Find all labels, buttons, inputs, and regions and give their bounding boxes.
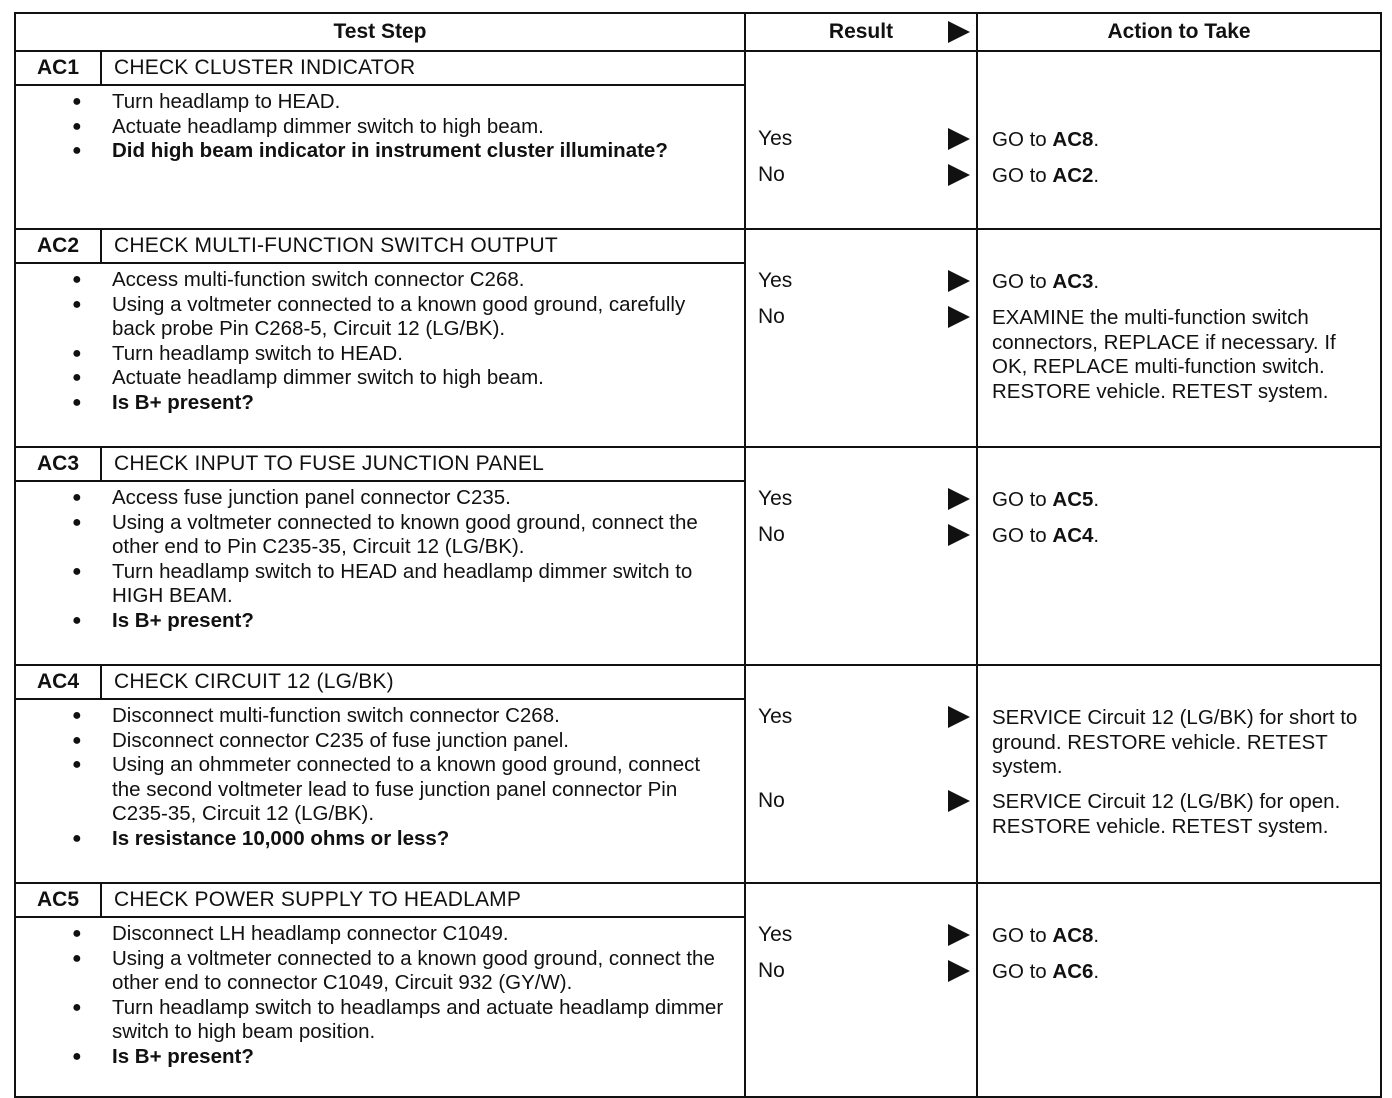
step-code: AC3 (16, 448, 102, 480)
bullet-item: ● Using an ohmmeter connected to a known good ground, connect the second voltmeter lead to fuse junction panel connector Pin C235-35, Circuit 12 (LG/BK). (112, 753, 724, 827)
step-title: CHECK MULTI-FUNCTION SWITCH OUTPUT (114, 234, 558, 257)
action-no: GO to AC6. (992, 960, 1100, 983)
step-title: CHECK POWER SUPPLY TO HEADLAMP (114, 888, 522, 911)
result-yes (758, 922, 970, 948)
header-row (15, 13, 1381, 51)
result-yes (758, 268, 970, 294)
arrow-icon (948, 790, 970, 812)
result-yes-label: Yes (758, 127, 793, 150)
step-title-bar (16, 230, 744, 264)
bullet-item: ● Access fuse junction panel connector C235. (112, 486, 724, 511)
result-no (758, 304, 970, 330)
bullet-item: ● Disconnect multi-function switch connector C268. (112, 704, 724, 729)
step-cell (15, 229, 745, 447)
step-bullets (16, 482, 744, 639)
bullet-item: ● Disconnect LH headlamp connector C1049. (112, 922, 724, 947)
result-no-label: No (758, 523, 785, 546)
diagnostic-table-page (14, 12, 1380, 1068)
result-cell (745, 665, 977, 883)
result-no (758, 162, 970, 188)
result-yes-label: Yes (758, 705, 793, 728)
step-code: AC4 (16, 666, 102, 698)
result-yes (758, 704, 970, 730)
bullet-item: ● Turn headlamp switch to headlamps and actuate headlamp dimmer switch to high beam position. (112, 996, 724, 1045)
action-yes: SERVICE Circuit 12 (LG/BK) for short to ground. RESTORE vehicle. RETEST system. (992, 706, 1358, 778)
step-cell (15, 447, 745, 665)
step-row-ac1 (15, 51, 1381, 229)
bullet-item: ● Actuate headlamp dimmer switch to high beam. (112, 115, 724, 140)
step-cell (15, 665, 745, 883)
action-no: GO to AC2. (992, 164, 1100, 187)
step-title-bar (16, 448, 744, 482)
bullet-item: ● Using a voltmeter connected to a known good ground, carefully back probe Pin C268-5, Circuit 12 (LG/BK). (112, 293, 724, 342)
result-cell (745, 883, 977, 1097)
arrow-icon (948, 270, 970, 292)
step-row-ac3 (15, 447, 1381, 665)
arrow-icon (948, 21, 970, 49)
header-result-label: Result (828, 20, 894, 43)
step-title: CHECK CIRCUIT 12 (LG/BK) (114, 670, 394, 693)
result-no-label: No (758, 959, 785, 982)
result-yes (758, 486, 970, 512)
result-cell (745, 229, 977, 447)
step-row-ac5 (15, 883, 1381, 1097)
result-cell (745, 51, 977, 229)
action-cell (977, 51, 1381, 229)
result-yes-label: Yes (758, 269, 793, 292)
bullet-item: ● Turn headlamp switch to HEAD and headlamp dimmer switch to HIGH BEAM. (112, 560, 724, 609)
bullet-item: ● Disconnect connector C235 of fuse junction panel. (112, 729, 724, 754)
header-action: Action to Take (977, 13, 1381, 51)
result-yes-label: Yes (758, 923, 793, 946)
action-no: SERVICE Circuit 12 (LG/BK) for open. RESTORE vehicle. RETEST system. (992, 790, 1341, 838)
bullet-item: ● Actuate headlamp dimmer switch to high beam. (112, 366, 724, 391)
step-bullets (16, 918, 744, 1075)
result-no (758, 958, 970, 984)
step-row-ac2 (15, 229, 1381, 447)
step-title-bar (16, 666, 744, 700)
arrow-icon (948, 524, 970, 546)
step-code: AC2 (16, 230, 102, 262)
step-title: CHECK INPUT TO FUSE JUNCTION PANEL (114, 452, 544, 475)
step-code: AC1 (16, 52, 102, 84)
arrow-icon (948, 960, 970, 982)
result-yes-label: Yes (758, 487, 793, 510)
result-no-label: No (758, 789, 785, 812)
diagnostic-table (14, 12, 1382, 1098)
arrow-icon (948, 924, 970, 946)
action-cell (977, 447, 1381, 665)
step-row-ac4 (15, 665, 1381, 883)
action-cell (977, 883, 1381, 1097)
step-bullets (16, 86, 744, 170)
bullet-item: ● Turn headlamp switch to HEAD. (112, 342, 724, 367)
result-no (758, 788, 970, 814)
bullet-question: ● Is B+ present? (112, 609, 724, 634)
action-yes: GO to AC5. (992, 488, 1100, 511)
bullet-question: ● Is B+ present? (112, 391, 724, 416)
action-no: EXAMINE the multi-function switch connectors, REPLACE if necessary. If OK, REPLACE multi-function switch. RESTORE vehicle. RETEST system. (992, 306, 1336, 403)
step-bullets (16, 264, 744, 421)
step-cell (15, 883, 745, 1097)
arrow-icon (948, 488, 970, 510)
step-title-bar (16, 884, 744, 918)
action-cell (977, 229, 1381, 447)
arrow-icon (948, 128, 970, 150)
action-yes: GO to AC3. (992, 270, 1100, 293)
bullet-question: ● Is resistance 10,000 ohms or less? (112, 827, 724, 852)
action-no: GO to AC4. (992, 524, 1100, 547)
header-result (745, 13, 977, 51)
header-test-step: Test Step (15, 13, 745, 51)
action-yes: GO to AC8. (992, 924, 1100, 947)
action-cell (977, 665, 1381, 883)
bullet-item: ● Using a voltmeter connected to known good ground, connect the other end to Pin C235-35, Circuit 12 (LG/BK). (112, 511, 724, 560)
arrow-icon (948, 306, 970, 328)
result-no (758, 522, 970, 548)
bullet-question: ● Is B+ present? (112, 1045, 724, 1070)
result-no-label: No (758, 163, 785, 186)
bullet-question: ● Did high beam indicator in instrument cluster illuminate? (112, 139, 724, 164)
step-cell (15, 51, 745, 229)
step-bullets (16, 700, 744, 857)
arrow-icon (948, 164, 970, 186)
bullet-item: ● Using a voltmeter connected to a known good ground, connect the other end to connector C1049, Circuit 932 (GY/W). (112, 947, 724, 996)
result-yes (758, 126, 970, 152)
step-code: AC5 (16, 884, 102, 916)
step-title-bar (16, 52, 744, 86)
arrow-icon (948, 706, 970, 728)
bullet-item: ● Turn headlamp to HEAD. (112, 90, 724, 115)
step-title: CHECK CLUSTER INDICATOR (114, 56, 416, 79)
bullet-item: ● Access multi-function switch connector C268. (112, 268, 724, 293)
action-yes: GO to AC8. (992, 128, 1100, 151)
result-no-label: No (758, 305, 785, 328)
result-cell (745, 447, 977, 665)
